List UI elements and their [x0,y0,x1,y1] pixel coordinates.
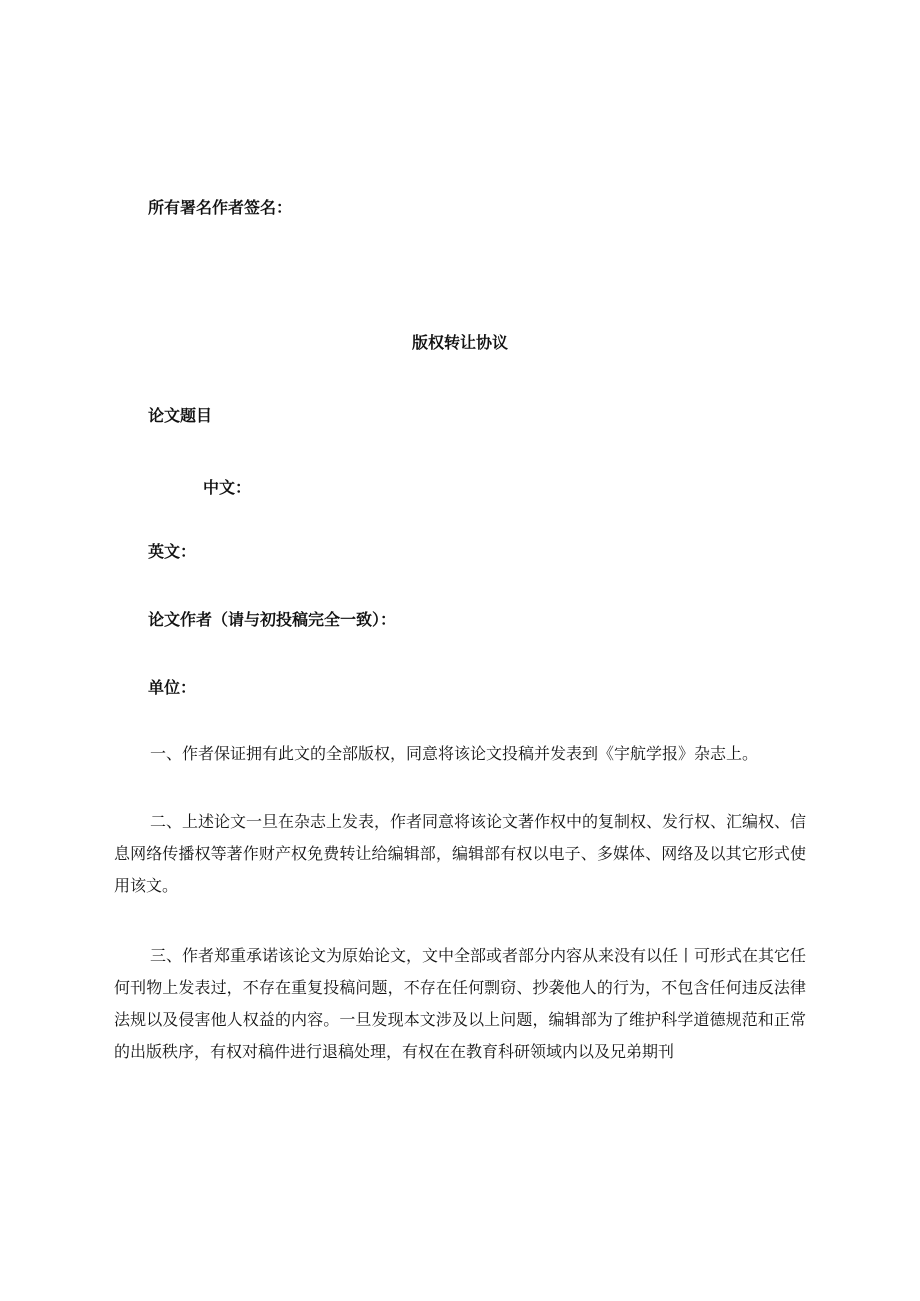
chinese-title-label: 中文： [203,478,252,497]
clause-paragraph-3: 三、作者郑重承诺该论文为原始论文，文中全部或者部分内容从来没有以任丨可形式在其它任何刊物上发表过，不存在重复投稿问题，不存在任何剽窃、抄袭他人的行为，不包含任何违反法律法规以及侵害他人权益的内容。一旦发现本文涉及以上问题，编辑部为了维护科学道德规范和正常的出版秩序，有权对稿件进行退稿处理，有权在在教育科研领域内以及兄弟期刊 [114,946,807,1061]
document-title: 版权转让协议 [411,333,508,352]
paper-title-label: 论文题目 [148,406,213,425]
affiliation-label: 单位： [148,678,197,697]
clause-paragraph-1: 一、作者保证拥有此文的全部版权，同意将该论文投稿并发表到《宇航学报》杂志上。 [150,744,759,763]
clause-paragraph-2: 二、上述论文一旦在杂志上发表，作者同意将该论文著作权中的复制权、发行权、汇编权、信息网络传播权等著作财产权免费转让给编辑部，编辑部有权以电子、多媒体、网络及以其它形式使用该文。 [114,812,807,895]
english-title-label: 英文： [148,542,197,561]
authors-label: 论文作者（请与初投稿完全一致）： [148,610,397,629]
signature-label: 所有署名作者签名： [148,198,293,217]
